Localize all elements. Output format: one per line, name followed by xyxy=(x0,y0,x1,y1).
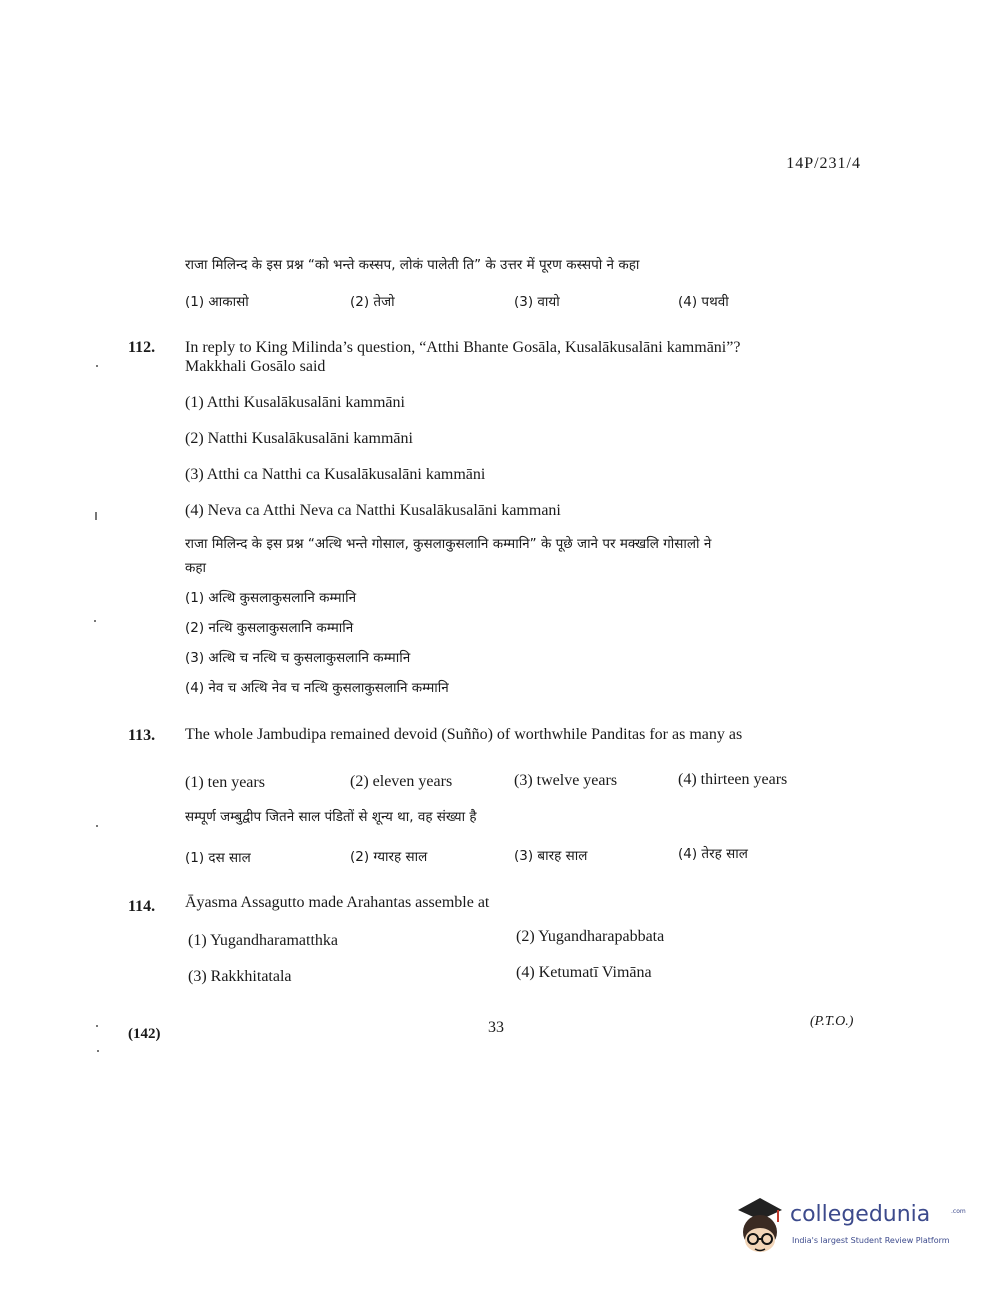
mascot-icon xyxy=(730,1196,788,1258)
prev-option-2: (2) तेजो xyxy=(350,294,395,310)
logo-tagline: India's largest Student Review Platform xyxy=(792,1236,950,1245)
q112-option-2: (2) Natthi Kusalākusalāni kammāni xyxy=(185,430,413,447)
q114-option-4: (4) Ketumatī Vimāna xyxy=(516,964,652,981)
q112-hindi-option-3: (3) अत्थि च नत्थि च कुसलाकुसलानि कम्मानि xyxy=(185,650,411,666)
page-number: 33 xyxy=(488,1019,504,1036)
question-number-114: 114. xyxy=(128,898,156,915)
q113-hindi-option-2: (2) ग्यारह साल xyxy=(350,849,428,865)
q112-text-line1: In reply to King Milinda’s question, “Atthi Bhante Gosāla, Kusalākusalāni kammāni”? xyxy=(185,339,741,356)
footer-booklet-code: (142) xyxy=(128,1026,161,1042)
q113-option-4: (4) thirteen years xyxy=(678,771,788,788)
q113-option-2: (2) eleven years xyxy=(350,773,453,790)
q112-hindi-option-2: (2) नत्थि कुसलाकुसलानि कम्मानि xyxy=(185,620,354,636)
q112-text-line2: Makkhali Gosālo said xyxy=(185,358,326,375)
prev-option-1: (1) आकासो xyxy=(185,294,249,310)
q113-hindi-option-4: (4) तेरह साल xyxy=(678,846,748,862)
scan-speck xyxy=(95,512,97,520)
q112-hindi-option-1: (1) अत्थि कुसलाकुसलानि कम्मानि xyxy=(185,590,357,606)
q113-option-3: (3) twelve years xyxy=(514,772,618,789)
q112-hindi-text-line2: कहा xyxy=(185,560,207,576)
q114-option-2: (2) Yugandharapabbata xyxy=(516,928,665,945)
q112-option-4: (4) Neva ca Atthi Neva ca Natthi Kusalākusalāni kammani xyxy=(185,502,561,519)
question-number-112: 112. xyxy=(128,339,156,356)
q112-hindi-text-line1: राजा मिलिन्द के इस प्रश्न “अत्थि भन्ते गोसाल, कुसलाकुसलानि कम्मानि” के पूछे जाने पर मक्खलि गोसालो ने xyxy=(185,536,712,552)
scan-speck xyxy=(97,1050,99,1052)
question-number-113: 113. xyxy=(128,727,156,744)
logo-domain-suffix: .com xyxy=(951,1208,966,1215)
scan-speck xyxy=(94,620,96,622)
logo-brand-text: collegedunia xyxy=(790,1202,931,1227)
q113-option-1: (1) ten years xyxy=(185,774,265,791)
scan-speck xyxy=(96,365,98,367)
scan-speck xyxy=(96,825,98,827)
q114-option-3: (3) Rakkhitatala xyxy=(188,968,292,985)
q113-text: The whole Jambudipa remained devoid (Suñño) of worthwhile Panditas for as many as xyxy=(185,726,743,743)
collegedunia-logo xyxy=(730,1196,966,1262)
q113-hindi-text: सम्पूर्ण जम्बुद्वीप जितने साल पंडितों से शून्य था, वह संख्या है xyxy=(185,809,477,825)
q114-text: Āyasma Assagutto made Arahantas assemble at xyxy=(185,894,490,911)
q113-hindi-option-3: (3) बारह साल xyxy=(514,848,588,864)
prev-question-hindi-text: राजा मिलिन्द के इस प्रश्न “को भन्ते कस्सप, लोकं पालेती ति” के उत्तर में पूरण कस्सपो ने कहा xyxy=(185,257,640,273)
q114-option-1: (1) Yugandharamatthka xyxy=(188,932,339,949)
pto-note: (P.T.O.) xyxy=(810,1014,854,1029)
q112-option-1: (1) Atthi Kusalākusalāni kammāni xyxy=(185,394,405,411)
q112-option-3: (3) Atthi ca Natthi ca Kusalākusalāni kammāni xyxy=(185,466,486,483)
paper-code: 14P/231/4 xyxy=(786,155,861,172)
q112-hindi-option-4: (4) नेव च अत्थि नेव च नत्थि कुसलाकुसलानि कम्मानि xyxy=(185,680,449,696)
prev-option-4: (4) पथवी xyxy=(678,294,729,310)
q113-hindi-option-1: (1) दस साल xyxy=(185,850,251,866)
prev-option-3: (3) वायो xyxy=(514,294,560,310)
scan-speck xyxy=(96,1025,98,1027)
